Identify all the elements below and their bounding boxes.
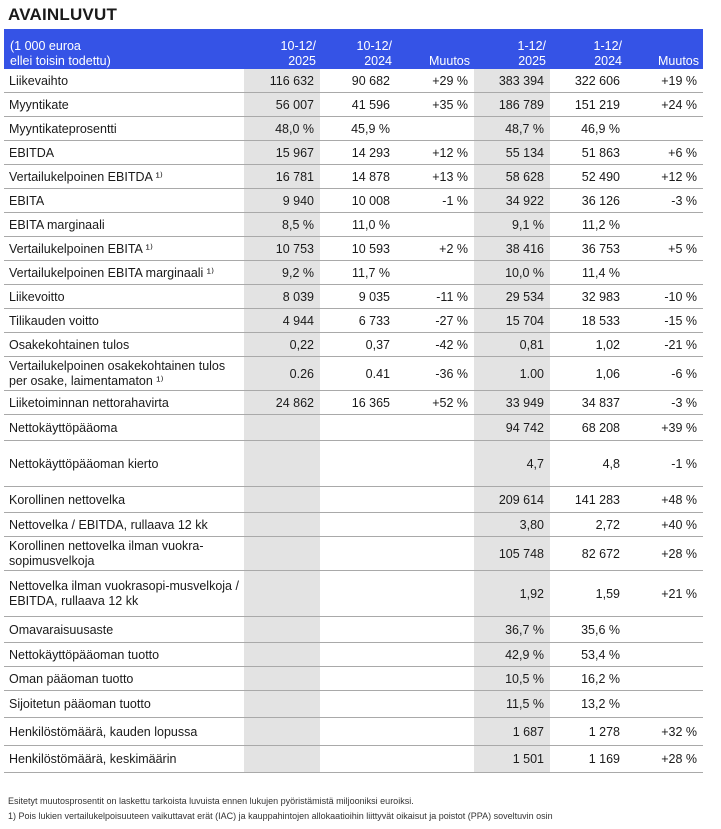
change-q4 — [396, 643, 474, 667]
value-q4-2025: 9,2 % — [244, 261, 320, 285]
table-row — [4, 237, 703, 261]
value-fy-2024: 1 278 — [550, 718, 626, 746]
table-row — [4, 441, 703, 487]
value-fy-2025: 11,5 % — [474, 691, 550, 718]
value-fy-2024: 1 169 — [550, 746, 626, 773]
change-fy: -21 % — [626, 333, 703, 357]
row-label: Myyntikateprosentti — [4, 117, 244, 141]
change-fy: +48 % — [626, 487, 703, 513]
table-body — [4, 69, 703, 773]
value-q4-2025 — [244, 746, 320, 773]
value-q4-2024: 0,37 — [320, 333, 396, 357]
header-fy-2024: 1-12/ 2024 — [593, 39, 622, 68]
table-row — [4, 285, 703, 309]
table-row — [4, 746, 703, 773]
value-q4-2025: 8,5 % — [244, 213, 320, 237]
change-q4 — [396, 537, 474, 571]
change-fy — [626, 261, 703, 285]
table-row — [4, 333, 703, 357]
row-label: Tilikauden voitto — [4, 309, 244, 333]
change-fy: +40 % — [626, 513, 703, 537]
value-q4-2025: 24 862 — [244, 391, 320, 415]
row-label: Myyntikate — [4, 93, 244, 117]
change-q4: -36 % — [396, 357, 474, 391]
value-q4-2025 — [244, 617, 320, 643]
value-q4-2025 — [244, 643, 320, 667]
value-q4-2025 — [244, 441, 320, 487]
value-q4-2024 — [320, 718, 396, 746]
value-fy-2025: 186 789 — [474, 93, 550, 117]
value-q4-2025: 56 007 — [244, 93, 320, 117]
value-q4-2025 — [244, 487, 320, 513]
table-row — [4, 213, 703, 237]
change-fy: -3 % — [626, 189, 703, 213]
table-row — [4, 309, 703, 333]
value-q4-2025: 8 039 — [244, 285, 320, 309]
table-row — [4, 487, 703, 513]
row-label: Liiketoiminnan nettorahavirta — [4, 391, 244, 415]
value-fy-2024: 322 606 — [550, 69, 626, 93]
value-q4-2025: 4 944 — [244, 309, 320, 333]
table-row — [4, 691, 703, 718]
row-label: EBITA — [4, 189, 244, 213]
row-label: Henkilöstömäärä, keskimäärin — [4, 746, 244, 773]
change-q4 — [396, 487, 474, 513]
row-label: Vertailukelpoinen EBITA ¹⁾ — [4, 237, 244, 261]
value-fy-2025: 1 501 — [474, 746, 550, 773]
row-label: Henkilöstömäärä, kauden lopussa — [4, 718, 244, 746]
value-q4-2025 — [244, 571, 320, 617]
table-row — [4, 571, 703, 617]
change-q4: -42 % — [396, 333, 474, 357]
value-fy-2025: 38 416 — [474, 237, 550, 261]
value-q4-2024: 11,0 % — [320, 213, 396, 237]
value-fy-2025: 9,1 % — [474, 213, 550, 237]
value-q4-2024 — [320, 691, 396, 718]
value-q4-2024 — [320, 513, 396, 537]
table-row — [4, 93, 703, 117]
row-label: Korollinen nettovelka — [4, 487, 244, 513]
row-label: Nettokäyttöpääoman kierto — [4, 441, 244, 487]
value-fy-2025: 94 742 — [474, 415, 550, 441]
value-q4-2024 — [320, 441, 396, 487]
change-fy: -1 % — [626, 441, 703, 487]
value-fy-2025: 33 949 — [474, 391, 550, 415]
value-q4-2024: 90 682 — [320, 69, 396, 93]
value-fy-2025: 48,7 % — [474, 117, 550, 141]
row-label: Korollinen nettovelka ilman vuokra-sopimusvelkoja — [4, 537, 244, 571]
row-label: Oman pääoman tuotto — [4, 667, 244, 691]
change-fy: +6 % — [626, 141, 703, 165]
value-fy-2024: 51 863 — [550, 141, 626, 165]
row-label: Vertailukelpoinen EBITDA ¹⁾ — [4, 165, 244, 189]
header-fy-change: Muutos — [658, 54, 699, 68]
value-fy-2024: 11,4 % — [550, 261, 626, 285]
value-q4-2024 — [320, 617, 396, 643]
change-q4 — [396, 571, 474, 617]
header-q4-2025: 10-12/ 2025 — [280, 39, 316, 68]
change-fy: +24 % — [626, 93, 703, 117]
table-row — [4, 165, 703, 189]
row-label: Nettokäyttöpääoman tuotto — [4, 643, 244, 667]
table-row — [4, 537, 703, 571]
change-q4: +2 % — [396, 237, 474, 261]
change-q4 — [396, 117, 474, 141]
row-label: Liikevaihto — [4, 69, 244, 93]
row-label: Nettokäyttöpääoma — [4, 415, 244, 441]
change-q4 — [396, 617, 474, 643]
value-fy-2025: 36,7 % — [474, 617, 550, 643]
value-q4-2024 — [320, 571, 396, 617]
row-label: EBITA marginaali — [4, 213, 244, 237]
value-q4-2025 — [244, 537, 320, 571]
footnotes — [8, 794, 553, 824]
value-q4-2025: 16 781 — [244, 165, 320, 189]
change-q4: +13 % — [396, 165, 474, 189]
key-figures-table — [4, 29, 703, 773]
value-fy-2024: 4,8 — [550, 441, 626, 487]
value-q4-2025: 116 632 — [244, 69, 320, 93]
value-fy-2024: 1,02 — [550, 333, 626, 357]
row-label: EBITDA — [4, 141, 244, 165]
change-fy: +28 % — [626, 746, 703, 773]
value-fy-2024: 151 219 — [550, 93, 626, 117]
value-q4-2025 — [244, 513, 320, 537]
change-fy — [626, 691, 703, 718]
value-fy-2025: 34 922 — [474, 189, 550, 213]
table-row — [4, 513, 703, 537]
row-label: Liikevoitto — [4, 285, 244, 309]
change-q4: +12 % — [396, 141, 474, 165]
value-q4-2024 — [320, 415, 396, 441]
value-q4-2025 — [244, 415, 320, 441]
change-q4: +35 % — [396, 93, 474, 117]
value-fy-2025: 383 394 — [474, 69, 550, 93]
change-fy: +21 % — [626, 571, 703, 617]
header-q-change: Muutos — [429, 54, 470, 68]
change-q4 — [396, 513, 474, 537]
value-q4-2025: 15 967 — [244, 141, 320, 165]
value-q4-2024 — [320, 487, 396, 513]
change-fy: -10 % — [626, 285, 703, 309]
table-header-row — [4, 29, 703, 69]
value-fy-2025: 29 534 — [474, 285, 550, 309]
value-q4-2024: 0.41 — [320, 357, 396, 391]
value-q4-2025 — [244, 718, 320, 746]
value-q4-2025: 10 753 — [244, 237, 320, 261]
value-fy-2024: 36 126 — [550, 189, 626, 213]
value-fy-2025: 1.00 — [474, 357, 550, 391]
value-q4-2025 — [244, 667, 320, 691]
value-fy-2024: 1,59 — [550, 571, 626, 617]
value-fy-2024: 32 983 — [550, 285, 626, 309]
value-fy-2025: 0,81 — [474, 333, 550, 357]
value-fy-2024: 13,2 % — [550, 691, 626, 718]
change-fy — [626, 617, 703, 643]
row-label: Sijoitetun pääoman tuotto — [4, 691, 244, 718]
change-q4: -1 % — [396, 189, 474, 213]
value-fy-2025: 3,80 — [474, 513, 550, 537]
value-q4-2024: 10 008 — [320, 189, 396, 213]
row-label: Vertailukelpoinen EBITA marginaali ¹⁾ — [4, 261, 244, 285]
table-row — [4, 357, 703, 391]
value-fy-2024: 68 208 — [550, 415, 626, 441]
change-q4: -11 % — [396, 285, 474, 309]
change-fy: -3 % — [626, 391, 703, 415]
change-fy: +19 % — [626, 69, 703, 93]
value-fy-2025: 1,92 — [474, 571, 550, 617]
header-q4-2024: 10-12/ 2024 — [356, 39, 392, 68]
value-q4-2025: 48,0 % — [244, 117, 320, 141]
value-q4-2025: 0.26 — [244, 357, 320, 391]
row-label: Nettovelka ilman vuokrasopi-musvelkoja / EBITDA, rullaava 12 kk — [4, 571, 244, 617]
value-fy-2025: 58 628 — [474, 165, 550, 189]
page-title: AVAINLUVUT — [8, 5, 118, 24]
value-q4-2024 — [320, 667, 396, 691]
value-fy-2025: 209 614 — [474, 487, 550, 513]
footnote-1: 1) Pois lukien vertailukelpoisuuteen vaikuttavat erät (IAC) ja kauppahintojen allokaatioihin liittyvät oikaisut ja poistot (PPA) soveltuvin osin — [8, 811, 553, 821]
value-fy-2025: 15 704 — [474, 309, 550, 333]
row-label: Osakekohtainen tulos — [4, 333, 244, 357]
value-q4-2024: 10 593 — [320, 237, 396, 261]
value-fy-2024: 34 837 — [550, 391, 626, 415]
value-fy-2025: 105 748 — [474, 537, 550, 571]
value-fy-2024: 46,9 % — [550, 117, 626, 141]
value-q4-2024: 41 596 — [320, 93, 396, 117]
change-q4: -27 % — [396, 309, 474, 333]
table-row — [4, 189, 703, 213]
value-fy-2024: 1,06 — [550, 357, 626, 391]
change-fy — [626, 667, 703, 691]
change-fy: +5 % — [626, 237, 703, 261]
value-q4-2024 — [320, 746, 396, 773]
row-label: Vertailukelpoinen osakekohtainen tulos per osake, laimentamaton ¹⁾ — [4, 357, 244, 391]
change-fy: +39 % — [626, 415, 703, 441]
value-fy-2025: 42,9 % — [474, 643, 550, 667]
table-row — [4, 117, 703, 141]
value-fy-2024: 52 490 — [550, 165, 626, 189]
value-q4-2025: 9 940 — [244, 189, 320, 213]
change-fy: +12 % — [626, 165, 703, 189]
value-fy-2024: 53,4 % — [550, 643, 626, 667]
change-q4 — [396, 667, 474, 691]
value-q4-2024: 9 035 — [320, 285, 396, 309]
table-row — [4, 667, 703, 691]
table-row — [4, 718, 703, 746]
table-row — [4, 261, 703, 285]
value-q4-2024: 14 878 — [320, 165, 396, 189]
value-fy-2024: 35,6 % — [550, 617, 626, 643]
value-fy-2024: 141 283 — [550, 487, 626, 513]
value-fy-2024: 18 533 — [550, 309, 626, 333]
value-fy-2025: 4,7 — [474, 441, 550, 487]
value-fy-2024: 16,2 % — [550, 667, 626, 691]
change-fy — [626, 643, 703, 667]
change-q4: +52 % — [396, 391, 474, 415]
table-row — [4, 617, 703, 643]
value-q4-2024: 6 733 — [320, 309, 396, 333]
change-q4 — [396, 691, 474, 718]
table-row — [4, 415, 703, 441]
value-q4-2024 — [320, 643, 396, 667]
table-row — [4, 391, 703, 415]
change-fy — [626, 213, 703, 237]
change-q4 — [396, 213, 474, 237]
footnote-rounding: Esitetyt muutosprosentit on laskettu tarkoista luvuista ennen lukujen pyöristämistä miljooniksi euroiksi. — [8, 796, 414, 806]
value-q4-2024: 14 293 — [320, 141, 396, 165]
value-fy-2024: 82 672 — [550, 537, 626, 571]
value-q4-2024: 45,9 % — [320, 117, 396, 141]
change-q4 — [396, 441, 474, 487]
value-fy-2024: 2,72 — [550, 513, 626, 537]
change-q4: +29 % — [396, 69, 474, 93]
row-label: Nettovelka / EBITDA, rullaava 12 kk — [4, 513, 244, 537]
row-label: Omavaraisuusaste — [4, 617, 244, 643]
value-q4-2024: 16 365 — [320, 391, 396, 415]
change-q4 — [396, 746, 474, 773]
change-fy — [626, 117, 703, 141]
change-fy: +32 % — [626, 718, 703, 746]
value-q4-2025 — [244, 691, 320, 718]
value-fy-2025: 10,5 % — [474, 667, 550, 691]
value-fy-2025: 55 134 — [474, 141, 550, 165]
value-fy-2025: 1 687 — [474, 718, 550, 746]
table-row — [4, 643, 703, 667]
change-fy: -15 % — [626, 309, 703, 333]
value-fy-2024: 36 753 — [550, 237, 626, 261]
value-fy-2024: 11,2 % — [550, 213, 626, 237]
table-row — [4, 69, 703, 93]
header-unit-label: (1 000 euroa ellei toisin todettu) — [10, 39, 111, 68]
value-q4-2024 — [320, 537, 396, 571]
change-fy: +28 % — [626, 537, 703, 571]
value-q4-2024: 11,7 % — [320, 261, 396, 285]
change-fy: -6 % — [626, 357, 703, 391]
header-fy-2025: 1-12/ 2025 — [517, 39, 546, 68]
change-q4 — [396, 415, 474, 441]
value-q4-2025: 0,22 — [244, 333, 320, 357]
change-q4 — [396, 718, 474, 746]
change-q4 — [396, 261, 474, 285]
table-row — [4, 141, 703, 165]
value-fy-2025: 10,0 % — [474, 261, 550, 285]
